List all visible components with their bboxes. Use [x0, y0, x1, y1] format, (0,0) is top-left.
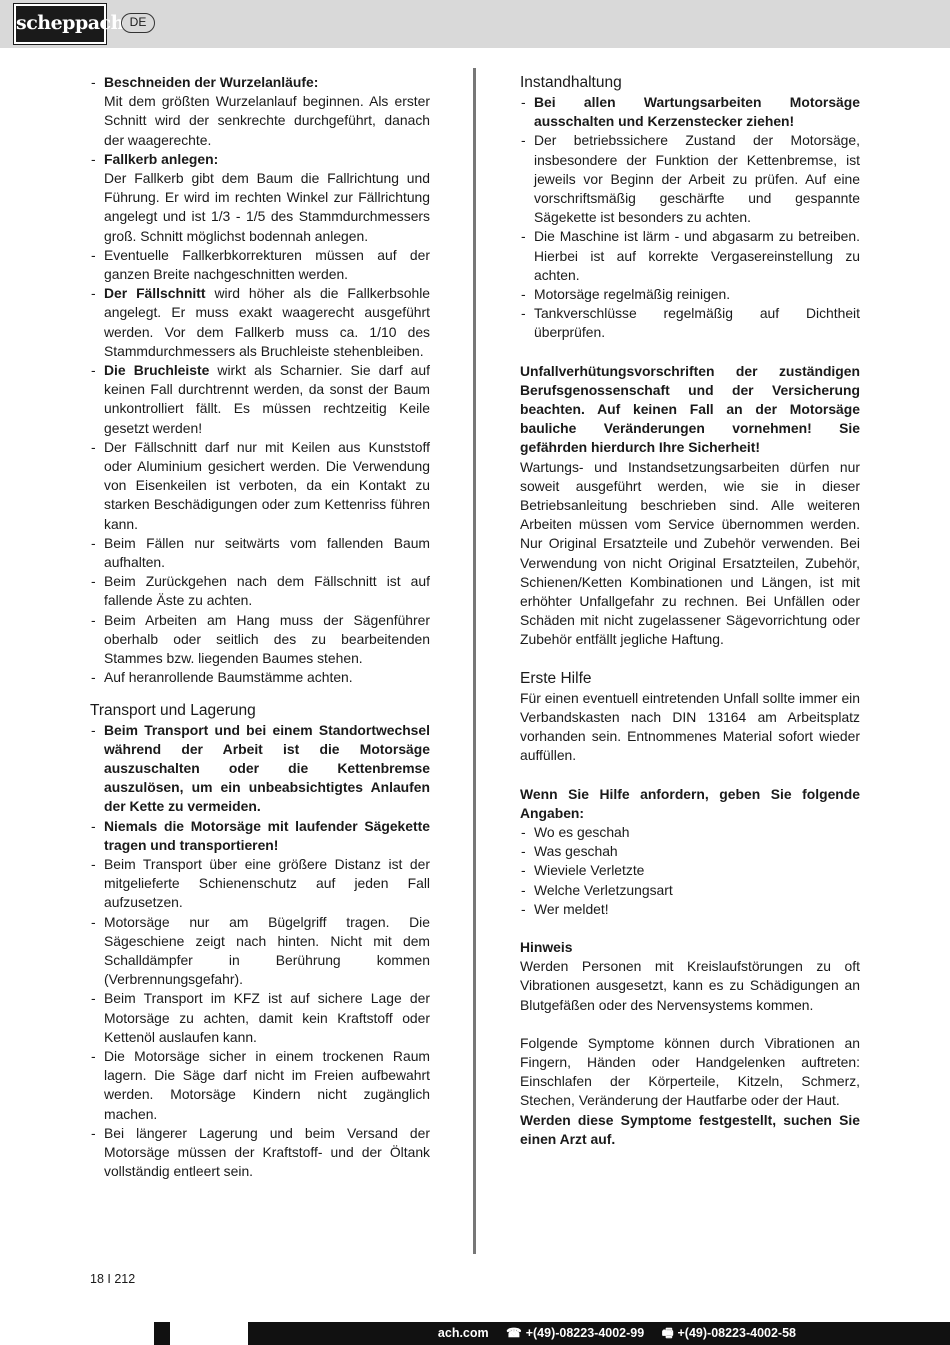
list-item: [520, 93, 860, 131]
list-item: [90, 438, 430, 534]
footer-contact: [424, 1322, 796, 1345]
list-item-text: Beim Transport über eine größere Distanz ist der mitgelieferte Schienenschutz auf jeden Fall aufzusetzen.: [104, 855, 430, 911]
list-item-text: wirkt als Scharnier. Sie darf auf keinen Fall durchtrennt werden, da sonst der Baum unkontrolliert fällt. Es müssen rechtzeitig Keile gesetzt werden!: [104, 362, 430, 436]
list-item: - Wieviele Verletzte: [520, 861, 860, 880]
phone-icon: ☎: [506, 1326, 522, 1340]
list-item-bold: Bei allen Wartungsarbeiten Motorsäge ausschalten und Kerzenstecker ziehen!: [534, 94, 860, 130]
column-divider: [473, 68, 476, 1254]
list-item-text: Der betriebssichere Zustand der Motorsäge, insbesondere der Funktion der Kettenbremse, ist jeweils vor Beginn der Arbeit zu prüfen. Auf eine vorschriftsmäßig geschärfte und gespannte Sägekette ist besonders zu achten.: [534, 132, 860, 226]
page-number: 18 I 212: [90, 1272, 136, 1286]
list-item-text: Die Maschine ist lärm - und abgasarm zu betreiben. Hierbei ist auf korrekte Vergasereinstellung zu achten.: [534, 228, 860, 283]
footer-fax: +(49)-08223-4002-58: [677, 1326, 796, 1340]
list-item: - Wo es geschah: [520, 823, 860, 842]
right-column: [520, 73, 860, 1149]
list-item: [520, 304, 860, 342]
list-item-text: Beim Fällen nur seitwärts vom fallenden Baum aufhalten.: [104, 534, 430, 571]
list-item-text: Bei längerer Lagerung und beim Versand der Motorsäge müssen der Kraftstoff- und der Öltank vollständig entleert sein.: [104, 1124, 430, 1180]
maintenance-heading: Instandhaltung: [520, 74, 622, 91]
list-item: [90, 284, 430, 361]
accident-text: Wartungs- und Instandsetzungsarbeiten dürfen nur soweit ausgeführt werden, wie sie in dieser Betriebsanleitung beschrieben sind. Alle weiteren Arbeiten müssen vom Service übernommen werden. Nur Original Ersatzteile und Zubehör verwenden. Bei Verwendung von nicht Original Ersatzteilen, Zubehör, Schienen/Ketten Kombinationen und Längen, ist mit erhöhter Unfallgefahr zu rechnen. Bei Unfällen oder Schäden mit nicht zugelassener Sägevorrichtung oder Zubehör entfällt jegliche Haftung.: [520, 458, 860, 648]
list-item: [90, 817, 430, 855]
help-intro: Wenn Sie Hilfe anfordern, geben Sie folgende Angaben:: [520, 785, 860, 821]
list-item-bold: Niemals die Motorsäge mit laufender Sägekette tragen und transportieren!: [104, 817, 430, 853]
list-item-text: Beim Transport im KFZ ist auf sichere Lage der Motorsäge zu achten, damit kein Kraftstoff oder Kettenöl auslaufen kann.: [104, 990, 430, 1045]
felling-list: [90, 73, 430, 688]
hint-text-1: Werden Personen mit Kreislaufstörungen zu oft Vibrationen ausgesetzt, kann es zu Schädigungen an Blutgefäßen oder des Nervensystems kommen.: [520, 958, 860, 1013]
list-item-text: Beim Arbeiten am Hang muss der Sägenführer oberhalb oder seitlich des zu bearbeitenden Stammes bzw. liegenden Baumes stehen.: [104, 611, 430, 667]
list-item: - Wer meldet!: [520, 900, 860, 919]
list-item-text: Die Motorsäge sicher in einem trockenen Raum lagern. Die Säge darf nicht im Freien aufbewahrt werden. Motorsäge Kindern nicht zugänglich machen.: [104, 1047, 430, 1122]
list-item-text: Der Fallkerb gibt dem Baum die Fallrichtung und Führung. Er wird im rechten Winkel zur Fällrichtung angelegt und ist 1/3 - 1/5 des Stammdurchmessers groß. Schnitt möglichst bodennah anlegen.: [104, 170, 430, 244]
list-item: [90, 668, 430, 687]
list-item-text: Motorsäge regelmäßig reinigen.: [534, 286, 731, 303]
list-item-text: Beim Zurückgehen nach dem Fällschnitt ist auf fallende Äste zu achten.: [104, 573, 430, 609]
list-item-bold: Die Bruchleiste: [104, 362, 210, 379]
list-item: [520, 131, 860, 227]
footer-web[interactable]: ach.com: [437, 1326, 489, 1340]
first-aid-text: Für einen eventuell eintretenden Unfall sollte immer ein Verbandskasten nach DIN 13164 am Arbeitsplatz vorhanden sein. Entnommenes Material sofort wieder auffüllen.: [520, 689, 860, 764]
list-item: - Was geschah: [520, 842, 860, 861]
left-column: [90, 73, 430, 1181]
hint-warning: Werden diese Symptome festgestellt, suchen Sie einen Arzt auf.: [520, 1111, 860, 1147]
list-item: [90, 73, 430, 150]
list-item: [90, 572, 430, 610]
footer-bar: [0, 1322, 950, 1345]
list-item: - Welche Verletzungsart: [520, 881, 860, 900]
list-item: [90, 1047, 430, 1124]
footer-phone: +(49)-08223-4002-99: [525, 1326, 645, 1340]
list-item-bold: Beschneiden der Wurzelanläufe:: [104, 74, 319, 90]
language-badge: DE: [121, 13, 155, 33]
list-item: [90, 721, 430, 817]
list-item: [90, 989, 430, 1047]
list-item-text: Eventuelle Fallkerbkorrekturen müssen auf der ganzen Breite nachgeschnitten werden.: [104, 246, 430, 283]
list-item: [520, 285, 860, 304]
brand-logo: scheppach: [14, 4, 106, 44]
list-item-bold: Fallkerb anlegen:: [104, 150, 219, 167]
hint-text-2: Folgende Symptome können durch Vibrationen an Fingern, Händen oder Handgelenken auftreten: Einschlafen der Körperteile, Kitzeln, Schmerz, Stechen, Veränderung der Hautfarbe oder der Haut.: [520, 1034, 860, 1109]
accident-warning: Unfallverhütungsvorschriften der zuständigen Berufsgenossenschaft und der Versicherung beachten. Auf keinen Fall an der Motorsäge bauliche Veränderungen vornehmen! Sie gefährden hierdurch Ihre Sicherheit!: [520, 362, 860, 456]
list-item-text: Der Fällschnitt darf nur mit Keilen aus Kunststoff oder Aluminium gesichert werden. Die Verwendung von Eisenkeilen ist verboten, da ein Kontakt zu starken Beschädigungen oder zum Kettenriss führen kann.: [104, 438, 430, 532]
list-item: [90, 913, 430, 990]
hint-heading: Hinweis: [520, 938, 573, 955]
list-item-text: Auf heranrollende Baumstämme achten.: [104, 669, 353, 686]
list-item: [90, 855, 430, 913]
header-bar: [0, 0, 950, 48]
fax-icon: 🖷: [661, 1326, 674, 1340]
list-item: [90, 611, 430, 669]
maintenance-list: [520, 93, 860, 343]
list-item: [90, 246, 430, 284]
help-list: [520, 823, 860, 919]
list-item-bold: Der Fällschnitt: [104, 285, 206, 302]
list-item: [90, 1124, 430, 1182]
list-item-text: Motorsäge nur am Bügelgriff tragen. Die Sägeschiene zeigt nach hinten. Nicht mit dem Schalldämpfer in Berührung kommen (Verbrennungsgefahr).: [104, 913, 430, 988]
list-item: [90, 361, 430, 438]
list-item: [90, 150, 430, 246]
list-item-text: wird höher als die Fallkerbsohle angelegt. Er muss exakt waagerecht ausgeführt werden. Vor dem Fallkerb muss ca. 1/10 des Stammdurchmessers als Bruchleiste stehenbleiben.: [104, 285, 431, 359]
transport-list: [90, 721, 430, 1182]
first-aid-heading: Erste Hilfe: [520, 669, 592, 687]
list-item-text: Tankverschlüsse regelmäßig auf Dichtheit überprüfen.: [534, 305, 860, 341]
list-item-bold: Beim Transport und bei einem Standortwechsel während der Arbeit ist die Motorsäge auszuschalten oder die Kettenbremse auszulösen, um ein unbeabsichtigtes Anlaufen der Kette zu vermeiden.: [104, 721, 430, 815]
list-item-text: Mit dem größten Wurzelanlauf beginnen. Als erster Schnitt wird der senkrechte durchgeführt, danach der waagerechte.: [104, 93, 430, 148]
transport-heading: Transport und Lagerung: [90, 701, 256, 719]
list-item: [90, 534, 430, 572]
list-item: [520, 227, 860, 285]
